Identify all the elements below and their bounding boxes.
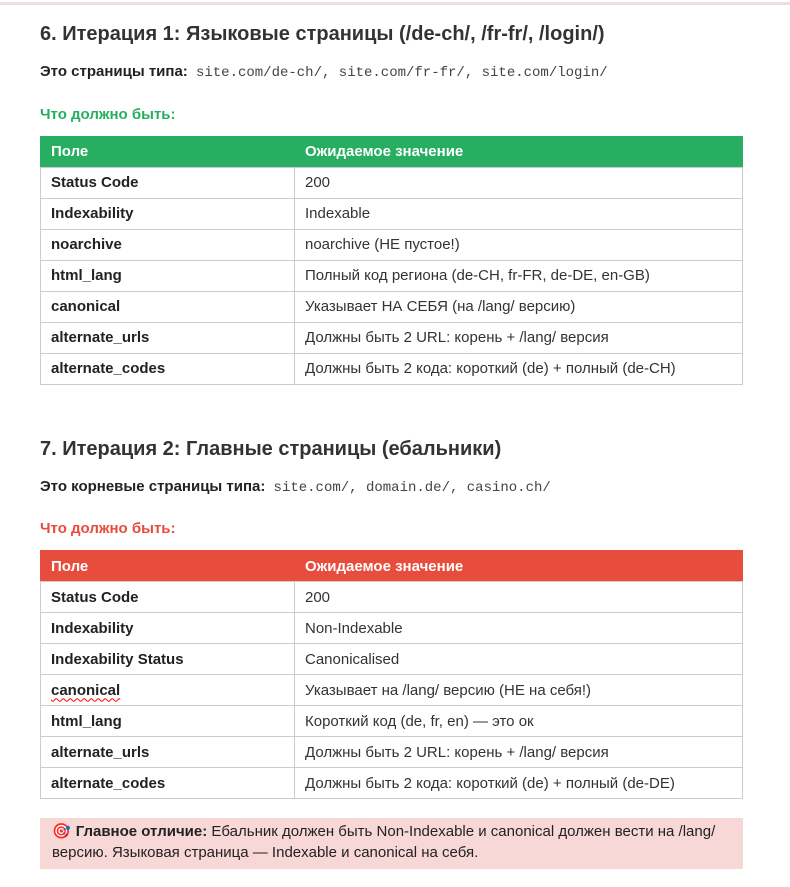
expected-values-table-lang-pages bbox=[40, 136, 743, 385]
table-row bbox=[41, 167, 743, 198]
field-alternate-codes: alternate_codes bbox=[41, 768, 295, 799]
table-header-row bbox=[41, 136, 743, 167]
field-indexability-status: Indexability Status bbox=[41, 644, 295, 675]
field-alternate-codes: alternate_codes bbox=[41, 353, 295, 384]
table-row bbox=[41, 229, 743, 260]
value-alternate-codes: Должны быть 2 кода: короткий (de) + полный (de-CH) bbox=[295, 353, 743, 384]
top-divider bbox=[0, 2, 790, 5]
table-row bbox=[41, 198, 743, 229]
value-status-code: 200 bbox=[295, 582, 743, 613]
section-7-intro bbox=[40, 476, 743, 499]
field-noarchive: noarchive bbox=[41, 229, 295, 260]
table-row bbox=[41, 260, 743, 291]
spellcheck-underlined-word: canonical bbox=[51, 681, 121, 699]
table-row bbox=[41, 322, 743, 353]
value-alternate-urls: Должны быть 2 URL: корень + /lang/ версия bbox=[295, 737, 743, 768]
field-html-lang: html_lang bbox=[41, 706, 295, 737]
column-header-field: Поле bbox=[41, 136, 295, 167]
field-status-code: Status Code bbox=[41, 167, 295, 198]
section-6-intro bbox=[40, 61, 743, 84]
table-row bbox=[41, 737, 743, 768]
target-icon: 🎯 bbox=[52, 823, 71, 841]
column-header-field: Поле bbox=[41, 551, 295, 582]
value-indexability-status: Canonicalised bbox=[295, 644, 743, 675]
section-7-title: 7. Итерация 2: Главные страницы (ебальники) bbox=[40, 437, 502, 460]
column-header-expected-value: Ожидаемое значение bbox=[295, 551, 743, 582]
table-row bbox=[41, 706, 743, 737]
value-alternate-codes: Должны быть 2 кода: короткий (de) + полный (de-DE) bbox=[295, 768, 743, 799]
value-noarchive: noarchive (НЕ пустое!) bbox=[295, 229, 743, 260]
field-canonical bbox=[41, 675, 295, 706]
intro-label: Это страницы типа: bbox=[40, 63, 188, 80]
note-label: Главное отличие: bbox=[75, 823, 208, 841]
field-html-lang: html_lang bbox=[41, 260, 295, 291]
value-canonical: Указывает НА СЕБЯ (на /lang/ версию) bbox=[295, 291, 743, 322]
field-alternate-urls: alternate_urls bbox=[41, 737, 295, 768]
expected-values-table-root-pages bbox=[40, 550, 743, 799]
section-6-subheading: Что должно быть: bbox=[40, 105, 176, 123]
intro-url-examples: site.com/de-ch/, site.com/fr-fr/, site.com/login/ bbox=[195, 65, 608, 81]
value-html-lang: Полный код региона (de-CH, fr-FR, de-DE, en-GB) bbox=[295, 260, 743, 291]
value-indexability: Indexable bbox=[295, 198, 743, 229]
field-indexability: Indexability bbox=[41, 198, 295, 229]
key-difference-note bbox=[40, 818, 743, 868]
table-row bbox=[41, 675, 743, 706]
section-iteration-2 bbox=[40, 437, 743, 800]
table-row bbox=[41, 582, 743, 613]
value-alternate-urls: Должны быть 2 URL: корень + /lang/ версия bbox=[295, 322, 743, 353]
column-header-expected-value: Ожидаемое значение bbox=[295, 136, 743, 167]
field-indexability: Indexability bbox=[41, 613, 295, 644]
section-iteration-1 bbox=[40, 22, 743, 385]
table-header-row bbox=[41, 551, 743, 582]
field-status-code: Status Code bbox=[41, 582, 295, 613]
field-alternate-urls: alternate_urls bbox=[41, 322, 295, 353]
intro-url-examples: site.com/, domain.de/, casino.ch/ bbox=[273, 479, 551, 496]
value-status-code: 200 bbox=[295, 167, 743, 198]
note-text: Ебальник должен быть Non-Indexable и canonical должен вести на /lang/ версию. Языковая страница — Indexable и canonical на себя. bbox=[52, 823, 716, 861]
table-row bbox=[41, 644, 743, 675]
table-row bbox=[41, 353, 743, 384]
table-row bbox=[41, 613, 743, 644]
section-6-title: 6. Итерация 1: Языковые страницы (/de-ch/, /fr-fr/, /login/) bbox=[40, 23, 605, 45]
table-row bbox=[41, 291, 743, 322]
field-canonical: canonical bbox=[41, 291, 295, 322]
document-content bbox=[40, 22, 743, 869]
value-canonical: Указывает на /lang/ версию (НЕ на себя!) bbox=[295, 675, 743, 706]
section-7-subheading: Что должно быть: bbox=[40, 520, 176, 538]
value-indexability: Non-Indexable bbox=[295, 613, 743, 644]
intro-label: Это корневые страницы типа: bbox=[40, 477, 266, 495]
value-html-lang: Короткий код (de, fr, en) — это ок bbox=[295, 706, 743, 737]
table-row bbox=[41, 768, 743, 799]
